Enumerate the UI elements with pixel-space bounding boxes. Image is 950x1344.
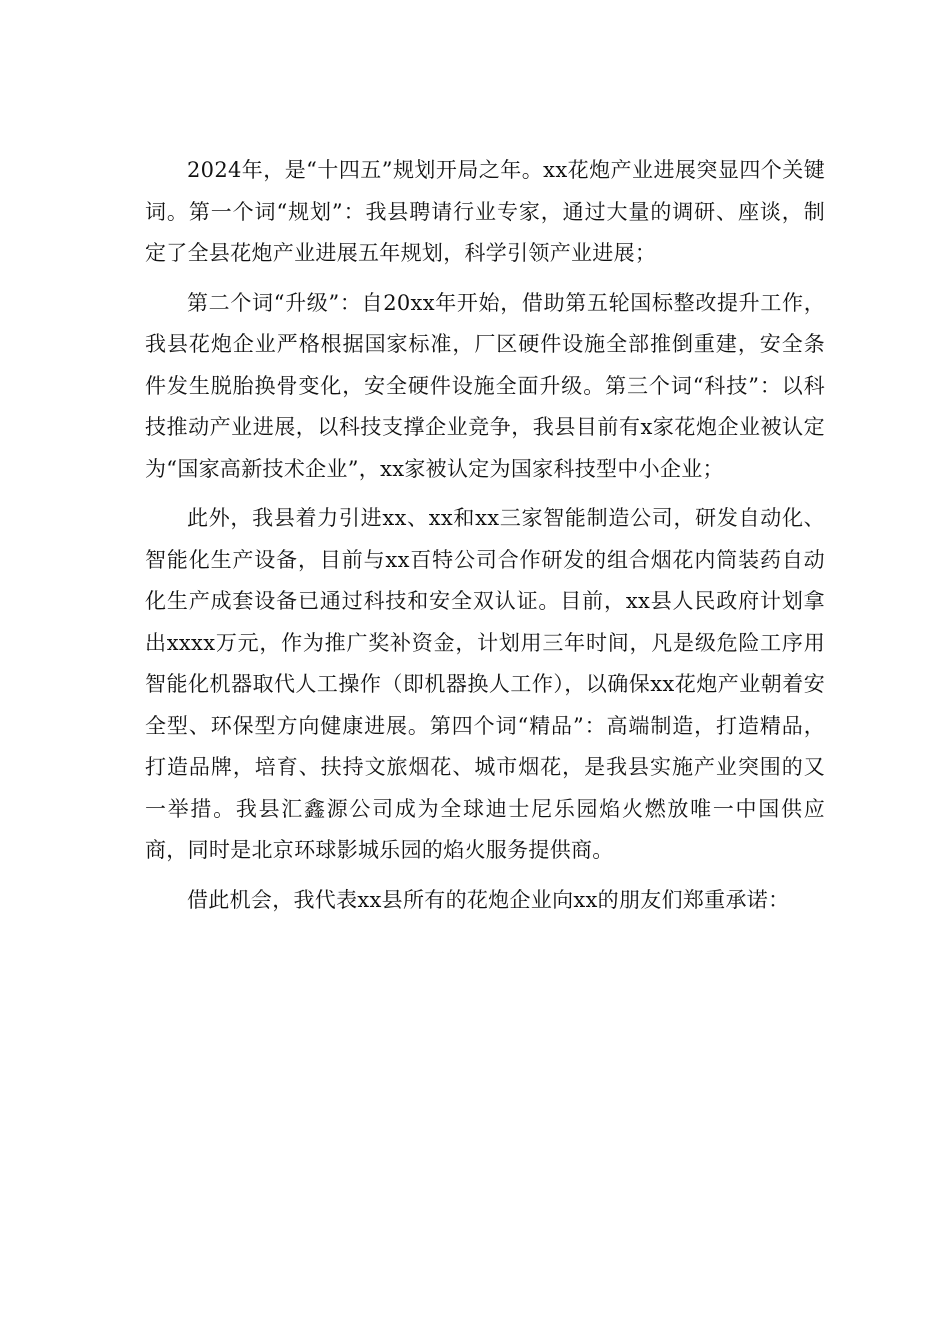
paragraph-2: 第二个词“升级”：自20xx年开始，借助第五轮国标整改提升工作，我县花炮企业严格根据国家标准，厂区硬件设施全部推倒重建，安全条件发生脱胎换骨变化，安全硬件设施全面升级。第三个词“科技”：以科技推动产业进展，以科技支撑企业竞争，我县目前有x家花炮企业被认定为“国家高新技术企业”，xx家被认定为国家科技型中小企业； [145,290,825,481]
paragraph-3: 此外，我县着力引进xx、xx和xx三家智能制造公司，研发自动化、智能化生产设备，目前与xx百特公司合作研发的组合烟花内筒装药自动化生产成套设备已通过科技和安全双认证。目前，xx县人民政府计划拿出xxxx万元，作为推广奖补资金，计划用三年时间，凡是级危险工序用智能化机器取代人工操作（即机器换人工作），以确保xx花炮产业朝着安全型、环保型方向健康进展。第四个词“精品”：高端制造，打造精品，打造品牌，培育、扶持文旅烟花、城市烟花，是我县实施产业突围的又一举措。我县汇鑫源公司成为全球迪士尼乐园焰火燃放唯一中国供应商，同时是北京环球影城乐园的焰火服务提供商。 [145,506,825,862]
document-body [145,150,825,929]
paragraph-4: 借此机会，我代表xx县所有的花炮企业向xx的朋友们郑重承诺： [187,887,790,912]
paragraph-1: 2024年，是“十四五”规划开局之年。xx花炮产业进展突显四个关键词。第一个词“规划”：我县聘请行业专家，通过大量的调研、座谈，制定了全县花炮产业进展五年规划，科学引领产业进展； [145,158,825,265]
